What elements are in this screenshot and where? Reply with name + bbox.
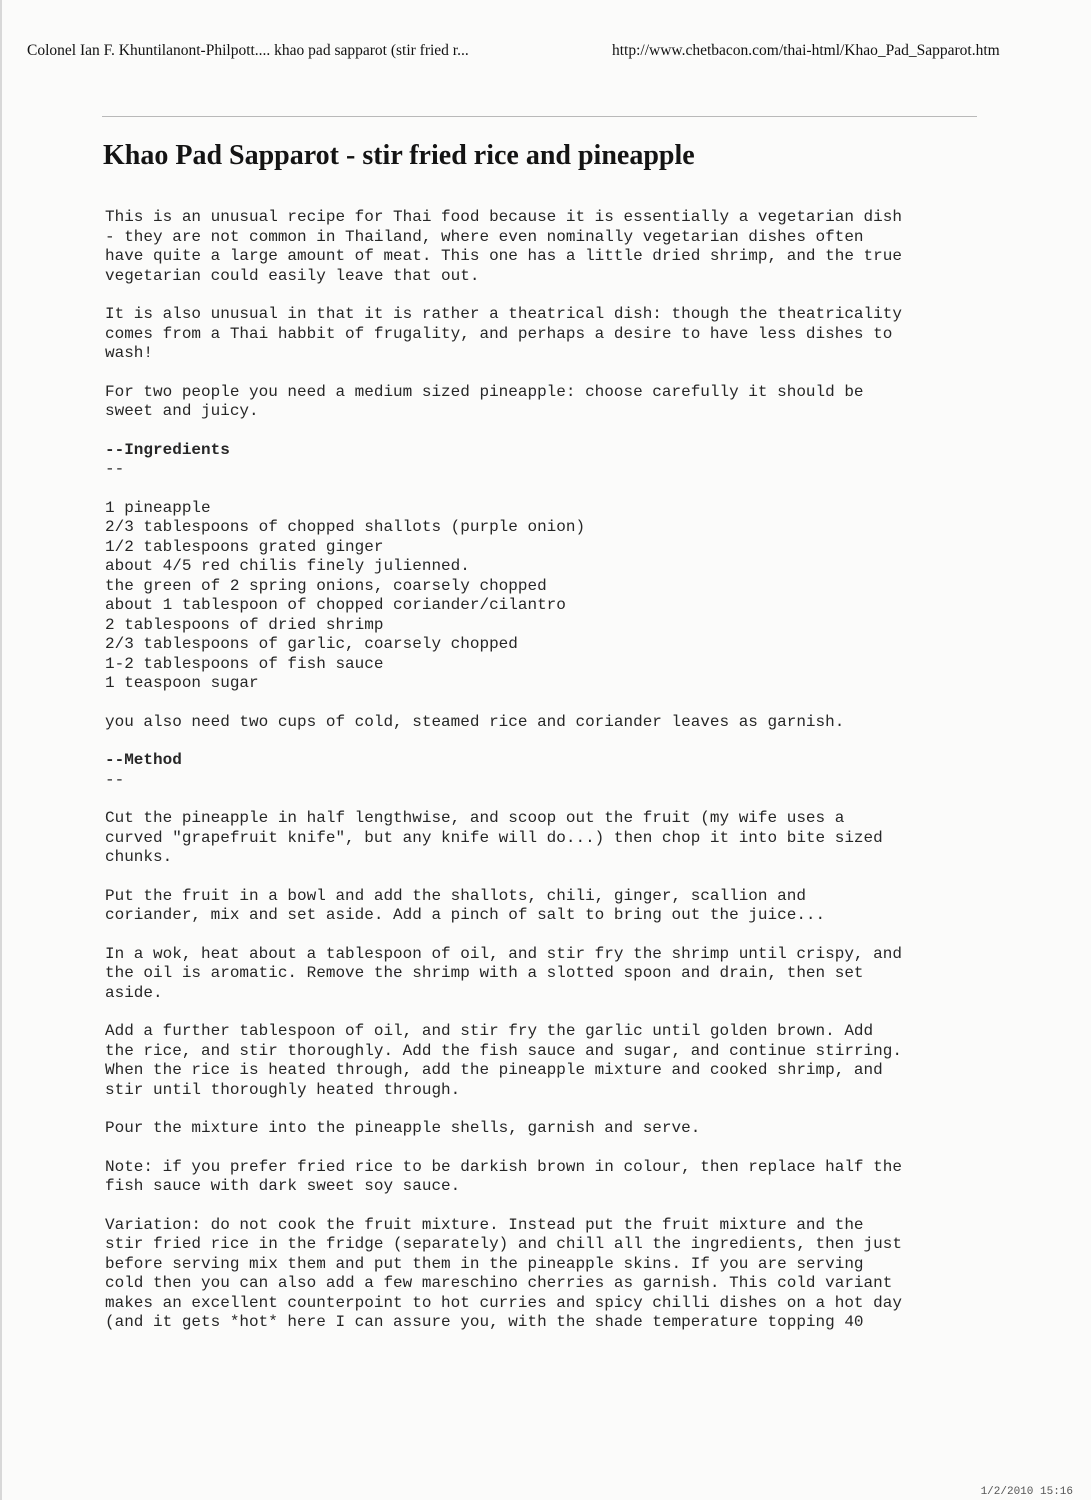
page-title: Khao Pad Sapparot - stir fried rice and pineapple xyxy=(103,140,695,171)
list-item: 1-2 tablespoons of fish sauce xyxy=(105,654,384,673)
ingredients-heading: --Ingredients xyxy=(105,440,230,459)
ingredients-note: you also need two cups of cold, steamed rice and coriander leaves as garnish. xyxy=(105,712,845,731)
list-item: 2/3 tablespoons of garlic, coarsely chopped xyxy=(105,635,518,653)
list-item: about 4/5 red chilis finely julienned. xyxy=(105,557,470,575)
print-header-url: http://www.chetbacon.com/thai-html/Khao_Pad_Sapparot.htm xyxy=(612,42,1000,59)
list-item: the green of 2 spring onions, coarsely chopped xyxy=(105,576,547,595)
method-note: Note: if you prefer fried rice to be darkish brown in colour, then replace half the fish sauce with dark sweet soy sauce. xyxy=(105,1157,912,1195)
method-dashes: -- xyxy=(105,770,125,789)
list-item: 2/3 tablespoons of chopped shallots (purple onion) xyxy=(105,518,586,536)
list-item: 1 teaspoon sugar xyxy=(105,674,259,692)
method-step-2: Put the fruit in a bowl and add the shallots, chili, ginger, scallion and coriander, mix and set aside. Add a pinch of salt to bring out the juice... xyxy=(105,886,826,924)
intro-paragraph-3: For two people you need a medium sized pineapple: choose carefully it should be sweet and juicy. xyxy=(105,382,874,420)
header-divider xyxy=(102,116,977,117)
intro-paragraph-1: This is an unusual recipe for Thai food because it is essentially a vegetarian dish - they are not common in Thailand, where even nominally vegetarian dishes often have quite a large amount of meat. This one has a little dried shrimp, and the true vegetarian could easily leave that out. xyxy=(105,208,912,285)
intro-paragraph-2: It is also unusual in that it is rather a theatrical dish: though the theatricality comes from a Thai habbit of frugality, and perhaps a desire to have less dishes to wash! xyxy=(105,305,912,362)
list-item: about 1 tablespoon of chopped coriander/cilantro xyxy=(105,596,566,614)
ingredients-list xyxy=(105,499,905,694)
method-step-4: Add a further tablespoon of oil, and stir fry the garlic until golden brown. Add the rice, and stir thoroughly. Add the fish sauce and sugar, and continue stirring. When the rice is heated through, add the pineapple mixture and cooked shrimp, and stir until thoroughly heated through. xyxy=(105,1022,912,1099)
article-body xyxy=(105,208,912,1352)
list-item: 2 tablespoons of dried shrimp xyxy=(105,615,384,634)
print-footer-timestamp: 1/2/2010 15:16 xyxy=(980,1486,1073,1498)
method-step-1: Cut the pineapple in half lengthwise, and scoop out the fruit (my wife uses a curved "grapefruit knife", but any knife will do...) then chop it into bite sized chunks. xyxy=(105,809,893,866)
list-item: 1/2 tablespoons grated ginger xyxy=(105,537,384,556)
method-heading: --Method xyxy=(105,751,182,769)
method-step-5: Pour the mixture into the pineapple shells, garnish and serve. xyxy=(105,1119,701,1137)
method-step-3: In a wok, heat about a tablespoon of oil, and stir fry the shrimp until crispy, and the oil is aromatic. Remove the shrimp with a slotted spoon and drain, then set aside. xyxy=(105,944,912,1002)
ingredients-dashes: -- xyxy=(105,460,125,478)
print-header-title: Colonel Ian F. Khuntilanont-Philpott.... khao pad sapparot (stir fried r... xyxy=(27,42,469,59)
list-item: 1 pineapple xyxy=(105,498,211,517)
method-variation: Variation: do not cook the fruit mixture. Instead put the fruit mixture and the stir fried rice in the fridge (separately) and chill all the ingredients, then just before serving mix them and put them in the pineapple skins. If you are serving cold then you can also add a few mareschino cherries as garnish. This cold variant makes an excellent counterpoint to hot curries and spicy chilli dishes on a hot day (and it gets *hot* here I can assure you, with the shade temperature topping 40 xyxy=(105,1215,912,1331)
